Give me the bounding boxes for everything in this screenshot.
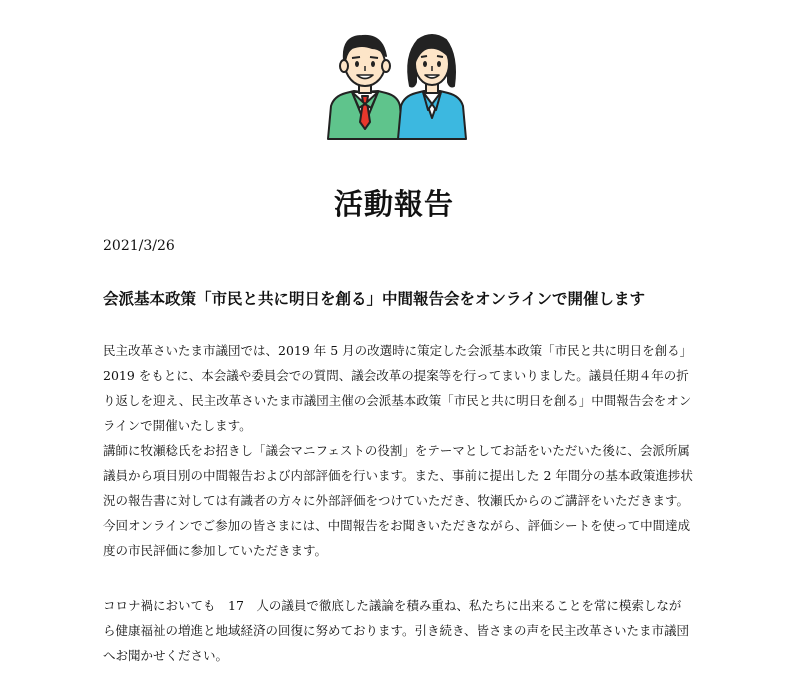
two-politicians-icon	[322, 26, 472, 141]
page-title: 活動報告	[333, 187, 454, 221]
paragraph-lecture: 講師に牧瀬稔氏をお招きし「議会マニフェストの役割」をテーマとしてお話をいただいた後に、会派所属議員から項目別の中間報告および内部評価を行います。また、事前に提出した 2 年間分の基本政策進捗状況の報告書に対しては有識者の方々に外部評価をつけていただき、牧瀬氏からのご講評をいただきます。	[103, 443, 693, 508]
article-body	[103, 338, 693, 668]
post-date: 2021/3/26	[103, 238, 175, 254]
woman-figure	[398, 35, 466, 139]
paragraph-intro: 民主改革さいたま市議団では、2019 年 5 月の改選時に策定した会派基本政策「市民と共に明日を創る」2019 をもとに、本会議や委員会での質問、議会改革の提案等を行ってまいりました。議員任期４年の折り返しを迎え、民主改革さいたま市議団主催の会派基本政策「市民と共に明日を創る」中間報告会をオンラインで開催いたします。	[103, 343, 693, 433]
paragraph-participation: 今回オンラインでご参加の皆さまには、中間報告をお聞きいただきながら、評価シートを使って中間達成度の市民評価に参加していただきます。	[103, 518, 691, 558]
paragraph-closing: コロナ禍においても 17 人の議員で徹底した議論を積み重ね、私たちに出来ることを常に模索しながら健康福祉の増進と地域経済の回復に努めております。引き続き、皆さまの声を民主改革さいたま市議団へお聞かせください。	[103, 598, 690, 663]
paragraph-spacer	[103, 563, 693, 593]
article-headline: 会派基本政策「市民と共に明日を創る」中間報告会をオンラインで開催します	[103, 290, 646, 308]
man-figure	[328, 36, 403, 139]
